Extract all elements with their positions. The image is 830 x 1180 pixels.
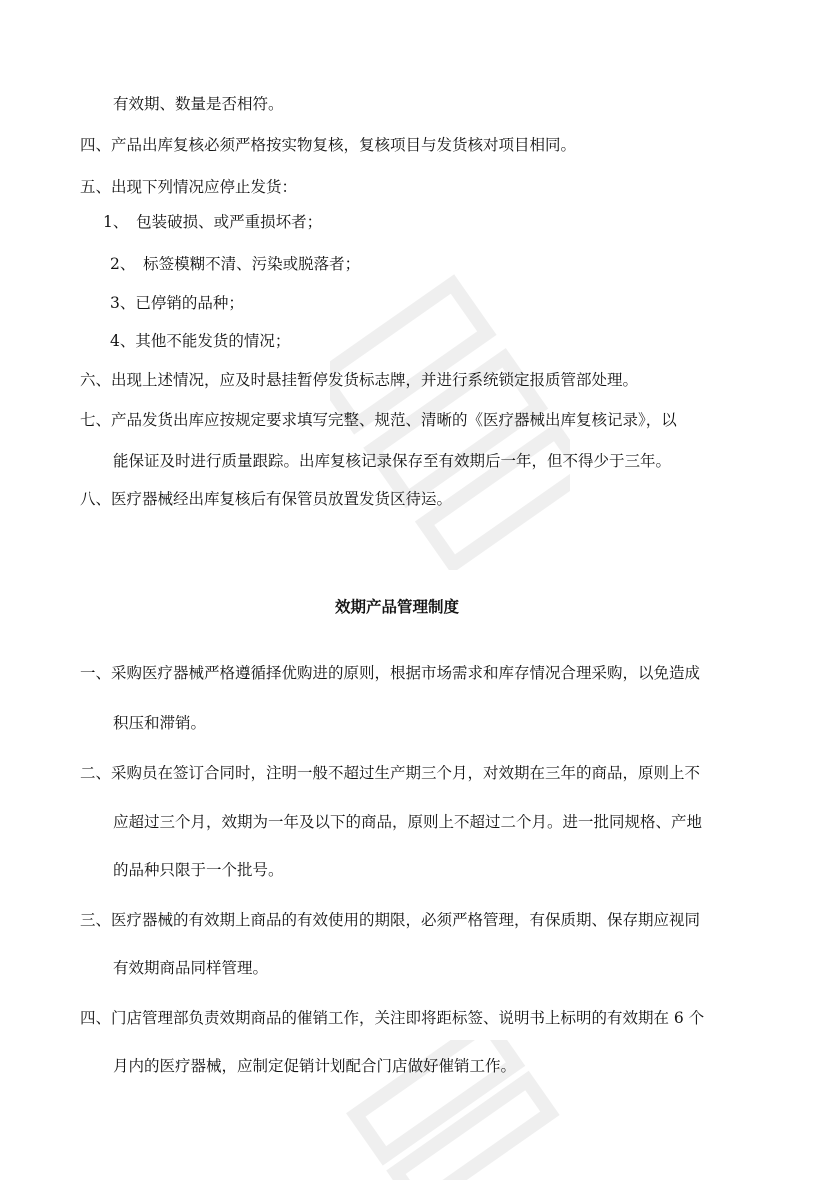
section-heading: 效期产品管理制度: [335, 598, 460, 616]
policy-line-7: 有效期商品同样管理。: [113, 959, 269, 977]
text-line-10: 能保证及时进行质量跟踪。出库复核记录保存至有效期后一年，但不得少于三年。: [113, 452, 672, 470]
policy-line-1: 一、采购医疗器械严格遵循择优购进的原则，根据市场需求和库存情况合理采购，以免造成: [80, 664, 701, 682]
text-line-7: 4、其他不能发货的情况；: [110, 332, 291, 350]
text-line-2: 四、产品出库复核必须严格按实物复核，复核项目与发货核对项目相同。: [80, 136, 577, 154]
policy-line-9: 月内的医疗器械，应制定促销计划配合门店做好催销工作。: [113, 1057, 517, 1075]
policy-line-3: 二、采购员在签订合同时，注明一般不超过生产期三个月，对效期在三年的商品，原则上不: [80, 764, 701, 782]
text-line-5: 2、 标签模糊不清、污染或脱落者；: [110, 255, 361, 273]
text-line-1: 有效期、数量是否相符。: [113, 95, 284, 113]
policy-line-6: 三、医疗器械的有效期上商品的有效使用的期限，必须严格管理，有保质期、保存期应视同: [80, 911, 701, 929]
policy-line-2: 积压和滞销。: [113, 714, 207, 732]
text-line-8: 六、出现上述情况，应及时悬挂暂停发货标志牌，并进行系统锁定报质管部处理。: [80, 371, 639, 389]
policy-line-5: 的品种只限于一个批号。: [113, 861, 284, 879]
policy-line-4: 应超过三个月，效期为一年及以下的商品，原则上不超过二个月。进一批同规格、产地: [113, 813, 703, 831]
text-line-3: 五、出现下列情况应停止发货：: [80, 178, 298, 196]
text-line-11: 八、医疗器械经出库复核后有保管员放置发货区待运。: [80, 490, 453, 508]
text-line-6: 3、已停销的品种；: [110, 294, 244, 312]
text-line-9: 七、产品发货出库应按规定要求填写完整、规范、清晰的《医疗器械出库复核记录》，以: [80, 411, 677, 429]
policy-line-8: 四、门店管理部负责效期商品的催销工作，关注即将距标签、说明书上标明的有效期在 6 个: [80, 1009, 705, 1027]
text-line-4: 1、 包装破损、或严重损坏者；: [103, 213, 323, 231]
